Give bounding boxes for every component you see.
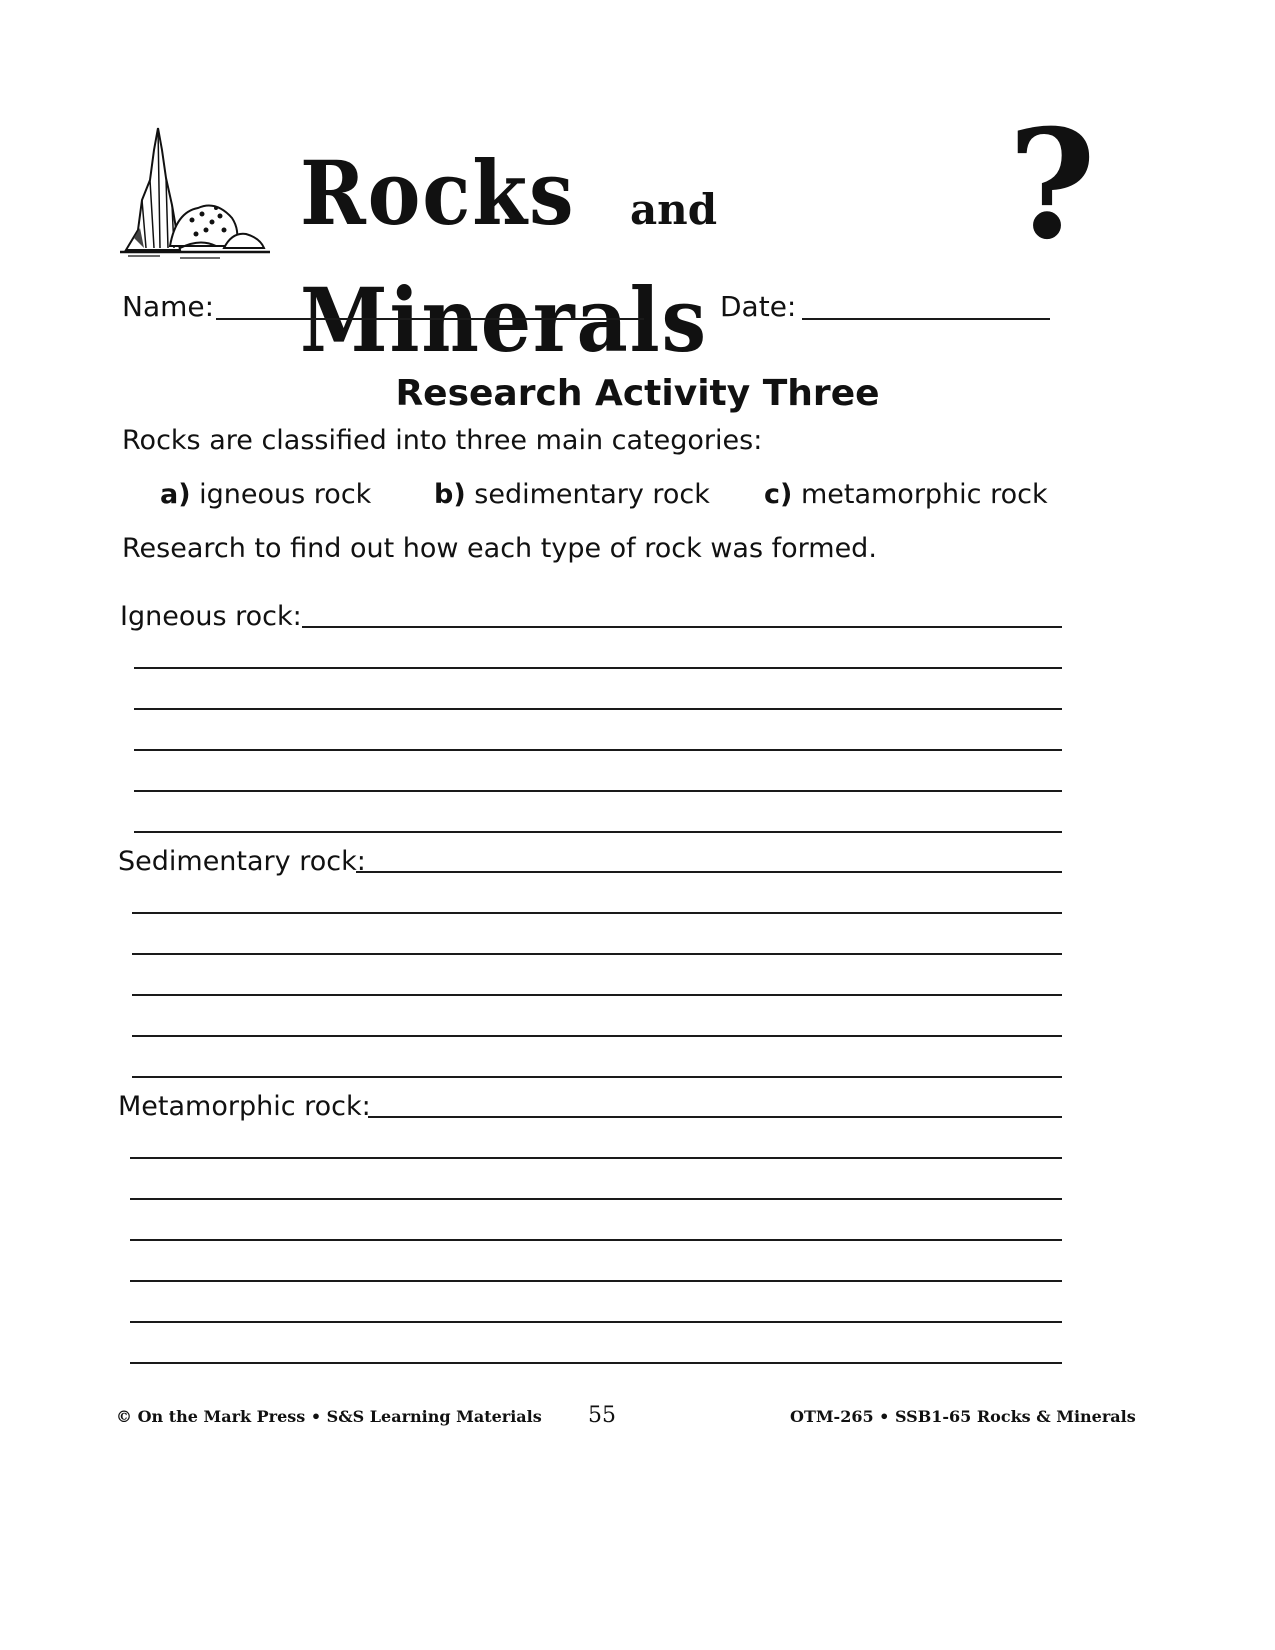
rock-formation-icon — [120, 120, 270, 260]
title-rocks: Rocks — [300, 141, 576, 245]
activity-heading: Research Activity Three — [395, 373, 880, 414]
footer-copyright: © On the Mark Press • S&S Learning Materials — [116, 1407, 542, 1426]
answer-line[interactable] — [132, 1035, 1062, 1037]
option-letter: a) — [160, 479, 191, 510]
answer-line[interactable] — [134, 749, 1062, 751]
date-field[interactable] — [802, 318, 1050, 320]
answer-line[interactable] — [130, 1198, 1062, 1200]
question-mark-icon: ? — [1008, 97, 1096, 273]
instruction-text: Research to find out how each type of rock was formed. — [122, 533, 877, 564]
metamorphic-label: Metamorphic rock: — [118, 1091, 371, 1122]
option-text: sedimentary rock — [474, 479, 710, 510]
igneous-label: Igneous rock: — [120, 601, 302, 632]
answer-line[interactable] — [132, 994, 1062, 996]
date-label: Date: — [720, 290, 797, 323]
answer-line[interactable] — [134, 831, 1062, 833]
answer-line[interactable] — [302, 626, 1062, 628]
option-letter: c) — [764, 479, 793, 510]
answer-line[interactable] — [132, 912, 1062, 914]
option-text: metamorphic rock — [800, 479, 1048, 510]
option-letter: b) — [434, 479, 466, 510]
answer-line[interactable] — [356, 871, 1062, 873]
answer-line[interactable] — [132, 1076, 1062, 1078]
name-field[interactable] — [216, 318, 644, 320]
option-sedimentary — [434, 478, 710, 512]
option-text: igneous rock — [199, 479, 372, 510]
answer-line[interactable] — [130, 1321, 1062, 1323]
answer-line[interactable] — [130, 1157, 1062, 1159]
answer-line[interactable] — [134, 790, 1062, 792]
title-and: and — [629, 185, 718, 234]
page-number: 55 — [588, 1403, 616, 1428]
answer-line[interactable] — [368, 1116, 1062, 1118]
title-minerals: Minerals — [300, 268, 708, 372]
name-label: Name: — [122, 290, 215, 323]
answer-line[interactable] — [130, 1239, 1062, 1241]
footer-product-code: OTM-265 • SSB1-65 Rocks & Minerals — [790, 1407, 1136, 1426]
intro-text: Rocks are classified into three main categories: — [122, 425, 763, 456]
answer-line[interactable] — [134, 667, 1062, 669]
answer-line[interactable] — [132, 953, 1062, 955]
answer-line[interactable] — [130, 1280, 1062, 1282]
sedimentary-label: Sedimentary rock: — [118, 846, 366, 877]
option-igneous — [160, 478, 371, 512]
answer-line[interactable] — [130, 1362, 1062, 1364]
option-metamorphic — [764, 478, 1048, 512]
answer-line[interactable] — [134, 708, 1062, 710]
